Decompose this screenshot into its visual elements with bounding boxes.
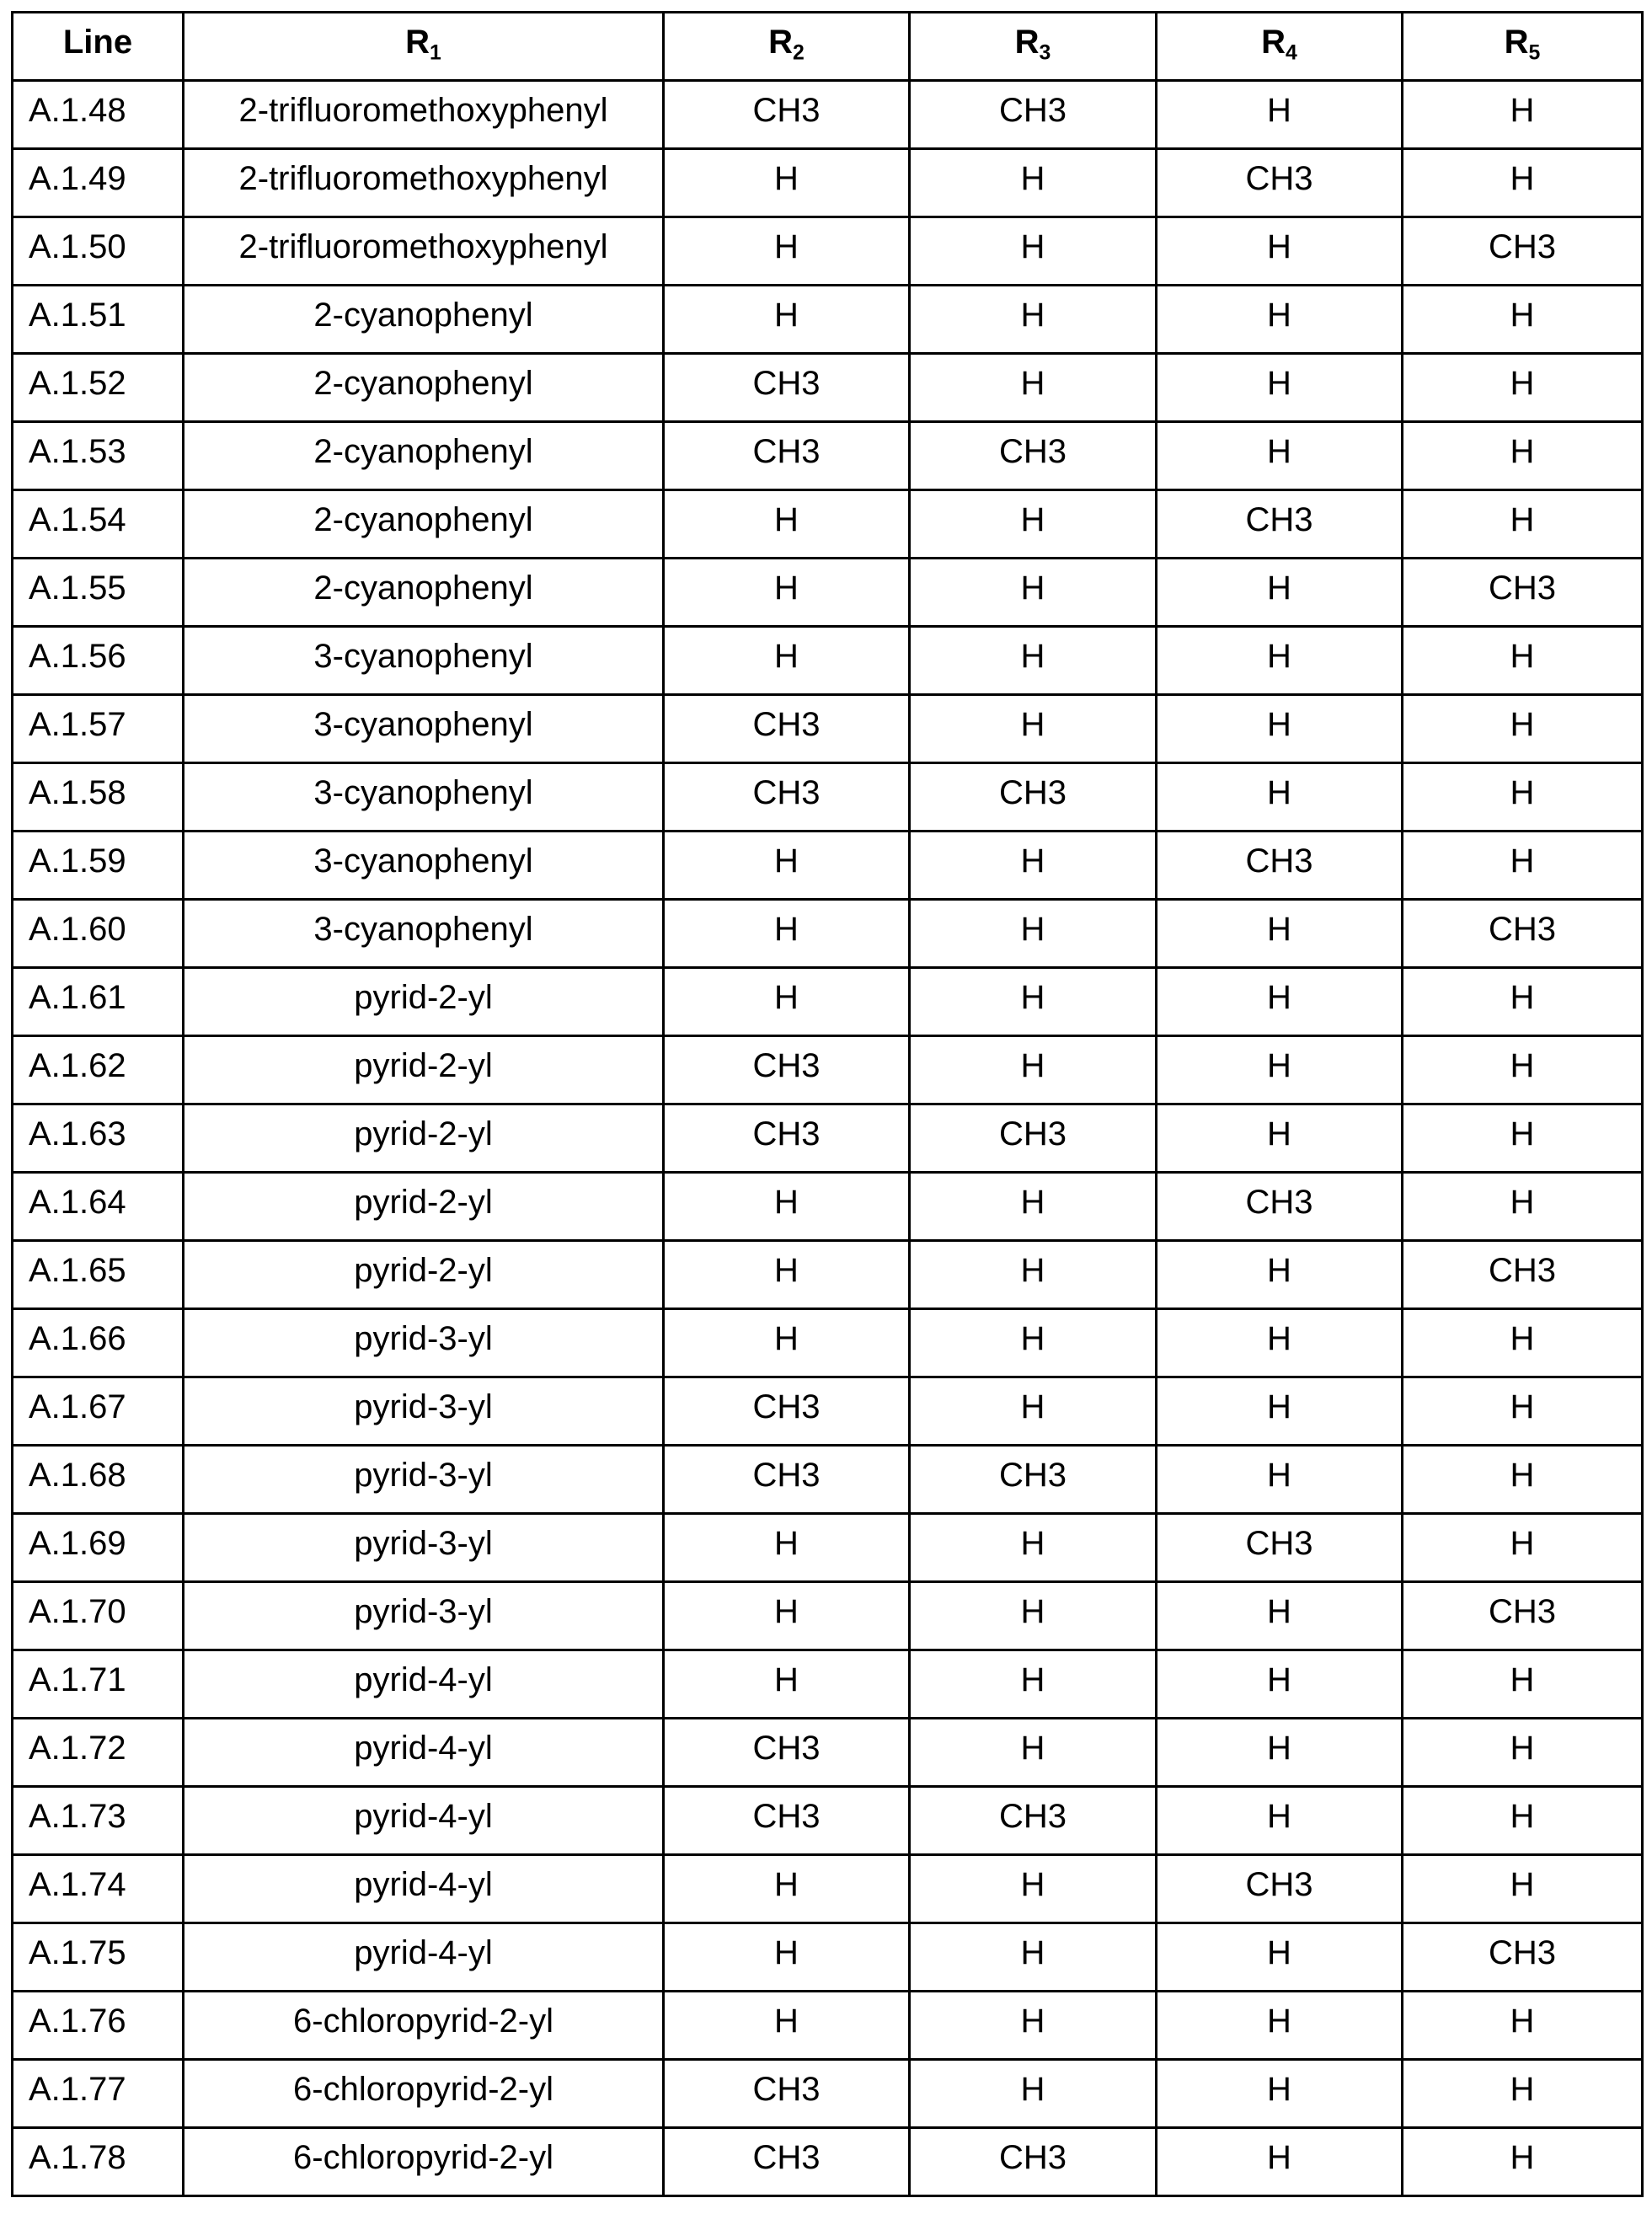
cell-r5: H <box>1403 1855 1643 1923</box>
cell-r5: CH3 <box>1403 1241 1643 1309</box>
cell-r1: 3-cyanophenyl <box>184 763 664 832</box>
cell-r5: H <box>1403 490 1643 559</box>
cell-r4: H <box>1157 2060 1403 2128</box>
column-header-r1 <box>184 13 664 81</box>
cell-r2: CH3 <box>664 2128 910 2196</box>
header-subscript: 3 <box>1040 41 1051 64</box>
cell-r3: H <box>910 490 1157 559</box>
cell-r2: H <box>664 1650 910 1719</box>
cell-r3: CH3 <box>910 1446 1157 1514</box>
cell-r2: H <box>664 1855 910 1923</box>
cell-r1: pyrid-2-yl <box>184 1104 664 1173</box>
cell-r3: H <box>910 1992 1157 2060</box>
cell-r3: CH3 <box>910 2128 1157 2196</box>
cell-line: A.1.60 <box>13 900 184 968</box>
table-row <box>13 1377 1643 1446</box>
table-row <box>13 1514 1643 1582</box>
cell-r3: CH3 <box>910 81 1157 149</box>
cell-r4: H <box>1157 1719 1403 1787</box>
header-subscript: 2 <box>793 41 805 64</box>
cell-line: A.1.49 <box>13 149 184 217</box>
cell-r5: H <box>1403 1787 1643 1855</box>
cell-line: A.1.75 <box>13 1923 184 1992</box>
cell-r4: CH3 <box>1157 832 1403 900</box>
cell-r2: H <box>664 217 910 286</box>
table-row <box>13 422 1643 490</box>
cell-r1: 2-trifluoromethoxyphenyl <box>184 217 664 286</box>
header-letter: R <box>1261 24 1286 61</box>
cell-r1: 2-trifluoromethoxyphenyl <box>184 149 664 217</box>
table-row <box>13 763 1643 832</box>
cell-r5: H <box>1403 1309 1643 1377</box>
cell-line: A.1.70 <box>13 1582 184 1650</box>
cell-r5: H <box>1403 1992 1643 2060</box>
cell-r4: H <box>1157 2128 1403 2196</box>
table-row <box>13 1582 1643 1650</box>
cell-r4: H <box>1157 217 1403 286</box>
table-row <box>13 1923 1643 1992</box>
cell-r5: CH3 <box>1403 1582 1643 1650</box>
cell-r2: H <box>664 149 910 217</box>
cell-r2: CH3 <box>664 695 910 763</box>
column-header-r2 <box>664 13 910 81</box>
cell-r3: CH3 <box>910 1104 1157 1173</box>
cell-r1: 2-cyanophenyl <box>184 354 664 422</box>
cell-r5: H <box>1403 354 1643 422</box>
cell-line: A.1.65 <box>13 1241 184 1309</box>
cell-r4: CH3 <box>1157 1173 1403 1241</box>
table-row <box>13 490 1643 559</box>
cell-r3: H <box>910 1650 1157 1719</box>
cell-r1: pyrid-3-yl <box>184 1514 664 1582</box>
cell-r1: pyrid-2-yl <box>184 1036 664 1104</box>
cell-r4: H <box>1157 354 1403 422</box>
cell-line: A.1.56 <box>13 627 184 695</box>
cell-r4: H <box>1157 1036 1403 1104</box>
cell-line: A.1.71 <box>13 1650 184 1719</box>
cell-line: A.1.78 <box>13 2128 184 2196</box>
column-header-r5 <box>1403 13 1643 81</box>
cell-r4: H <box>1157 1446 1403 1514</box>
cell-r3: H <box>910 1582 1157 1650</box>
cell-r1: pyrid-2-yl <box>184 1241 664 1309</box>
cell-r5: H <box>1403 695 1643 763</box>
table-row <box>13 1173 1643 1241</box>
cell-line: A.1.50 <box>13 217 184 286</box>
cell-r2: CH3 <box>664 1719 910 1787</box>
table-row <box>13 2128 1643 2196</box>
cell-line: A.1.67 <box>13 1377 184 1446</box>
table-row <box>13 1036 1643 1104</box>
table-row <box>13 695 1643 763</box>
cell-r4: CH3 <box>1157 149 1403 217</box>
cell-r4: CH3 <box>1157 1855 1403 1923</box>
cell-r2: CH3 <box>664 1104 910 1173</box>
cell-r5: CH3 <box>1403 900 1643 968</box>
cell-r3: H <box>910 286 1157 354</box>
cell-r3: H <box>910 832 1157 900</box>
cell-r1: 3-cyanophenyl <box>184 832 664 900</box>
cell-r4: H <box>1157 286 1403 354</box>
cell-r2: H <box>664 1992 910 2060</box>
cell-r3: H <box>910 1514 1157 1582</box>
cell-r4: H <box>1157 1241 1403 1309</box>
cell-r5: CH3 <box>1403 559 1643 627</box>
cell-r2: CH3 <box>664 1446 910 1514</box>
cell-r5: H <box>1403 1036 1643 1104</box>
cell-line: A.1.51 <box>13 286 184 354</box>
cell-r1: pyrid-4-yl <box>184 1650 664 1719</box>
table-row <box>13 968 1643 1036</box>
header-subscript: 1 <box>430 41 441 64</box>
cell-r3: CH3 <box>910 422 1157 490</box>
table-row <box>13 559 1643 627</box>
cell-r2: H <box>664 286 910 354</box>
cell-r2: CH3 <box>664 354 910 422</box>
cell-r3: H <box>910 2060 1157 2128</box>
cell-line: A.1.55 <box>13 559 184 627</box>
cell-r1: 6-chloropyrid-2-yl <box>184 1992 664 2060</box>
cell-r4: H <box>1157 559 1403 627</box>
table-row <box>13 1650 1643 1719</box>
header-row <box>13 13 1643 81</box>
cell-r3: H <box>910 968 1157 1036</box>
table-row <box>13 1855 1643 1923</box>
cell-line: A.1.58 <box>13 763 184 832</box>
table-row <box>13 1104 1643 1173</box>
table-row <box>13 2060 1643 2128</box>
table-row <box>13 900 1643 968</box>
cell-r4: H <box>1157 1992 1403 2060</box>
cell-r3: H <box>910 559 1157 627</box>
cell-line: A.1.63 <box>13 1104 184 1173</box>
cell-line: A.1.77 <box>13 2060 184 2128</box>
cell-r5: H <box>1403 149 1643 217</box>
cell-r3: H <box>910 149 1157 217</box>
header-subscript: 5 <box>1529 41 1541 64</box>
cell-r5: H <box>1403 1104 1643 1173</box>
table-row <box>13 1309 1643 1377</box>
cell-r3: H <box>910 217 1157 286</box>
cell-r5: CH3 <box>1403 1923 1643 1992</box>
cell-r2: CH3 <box>664 1377 910 1446</box>
cell-r1: 3-cyanophenyl <box>184 900 664 968</box>
cell-r2: CH3 <box>664 422 910 490</box>
cell-r3: H <box>910 1923 1157 1992</box>
cell-line: A.1.53 <box>13 422 184 490</box>
cell-r1: pyrid-4-yl <box>184 1787 664 1855</box>
cell-r4: H <box>1157 1923 1403 1992</box>
cell-r1: pyrid-2-yl <box>184 968 664 1036</box>
cell-r4: CH3 <box>1157 1514 1403 1582</box>
cell-r1: 2-trifluoromethoxyphenyl <box>184 81 664 149</box>
cell-r2: CH3 <box>664 1787 910 1855</box>
cell-line: A.1.69 <box>13 1514 184 1582</box>
cell-r4: H <box>1157 627 1403 695</box>
cell-r5: H <box>1403 2128 1643 2196</box>
table-row <box>13 1719 1643 1787</box>
cell-line: A.1.66 <box>13 1309 184 1377</box>
cell-r3: H <box>910 354 1157 422</box>
cell-r3: H <box>910 1241 1157 1309</box>
cell-r5: H <box>1403 832 1643 900</box>
cell-r5: H <box>1403 422 1643 490</box>
table-row <box>13 1241 1643 1309</box>
table-row <box>13 1992 1643 2060</box>
cell-r4: H <box>1157 1787 1403 1855</box>
cell-r2: H <box>664 1514 910 1582</box>
cell-r4: H <box>1157 900 1403 968</box>
cell-r3: H <box>910 1855 1157 1923</box>
column-header-line: Line <box>13 13 184 81</box>
cell-r1: 2-cyanophenyl <box>184 286 664 354</box>
cell-r3: H <box>910 1309 1157 1377</box>
cell-line: A.1.76 <box>13 1992 184 2060</box>
cell-r3: H <box>910 1173 1157 1241</box>
cell-r4: H <box>1157 1377 1403 1446</box>
cell-r1: pyrid-3-yl <box>184 1446 664 1514</box>
table-row <box>13 286 1643 354</box>
cell-r3: H <box>910 900 1157 968</box>
cell-r2: H <box>664 559 910 627</box>
cell-r1: pyrid-3-yl <box>184 1309 664 1377</box>
cell-r1: pyrid-4-yl <box>184 1923 664 1992</box>
cell-r3: H <box>910 627 1157 695</box>
cell-r4: H <box>1157 1104 1403 1173</box>
cell-r5: H <box>1403 2060 1643 2128</box>
cell-r2: H <box>664 900 910 968</box>
cell-r5: H <box>1403 1514 1643 1582</box>
cell-r4: H <box>1157 422 1403 490</box>
cell-line: A.1.52 <box>13 354 184 422</box>
cell-line: A.1.73 <box>13 1787 184 1855</box>
table-row <box>13 81 1643 149</box>
cell-r2: H <box>664 627 910 695</box>
cell-r4: H <box>1157 763 1403 832</box>
cell-r1: pyrid-2-yl <box>184 1173 664 1241</box>
cell-r1: pyrid-4-yl <box>184 1855 664 1923</box>
cell-line: A.1.64 <box>13 1173 184 1241</box>
cell-r5: H <box>1403 1173 1643 1241</box>
header-letter: R <box>405 24 430 61</box>
table-row <box>13 627 1643 695</box>
cell-r4: H <box>1157 1309 1403 1377</box>
cell-r1: 2-cyanophenyl <box>184 490 664 559</box>
cell-r4: H <box>1157 1582 1403 1650</box>
cell-r1: 6-chloropyrid-2-yl <box>184 2128 664 2196</box>
cell-r2: CH3 <box>664 763 910 832</box>
cell-r3: H <box>910 1719 1157 1787</box>
cell-r4: H <box>1157 81 1403 149</box>
cell-line: A.1.61 <box>13 968 184 1036</box>
cell-r1: pyrid-3-yl <box>184 1377 664 1446</box>
cell-r3: H <box>910 1377 1157 1446</box>
cell-r1: pyrid-4-yl <box>184 1719 664 1787</box>
cell-r3: H <box>910 695 1157 763</box>
cell-r5: H <box>1403 81 1643 149</box>
cell-line: A.1.59 <box>13 832 184 900</box>
cell-r5: H <box>1403 1650 1643 1719</box>
cell-r2: H <box>664 1241 910 1309</box>
header-letter: R <box>768 24 793 61</box>
cell-r2: CH3 <box>664 1036 910 1104</box>
cell-line: A.1.68 <box>13 1446 184 1514</box>
table-row <box>13 1446 1643 1514</box>
cell-r3: H <box>910 1036 1157 1104</box>
cell-r3: CH3 <box>910 1787 1157 1855</box>
cell-r5: H <box>1403 627 1643 695</box>
cell-line: A.1.62 <box>13 1036 184 1104</box>
cell-r5: H <box>1403 968 1643 1036</box>
cell-r1: 3-cyanophenyl <box>184 627 664 695</box>
cell-r4: H <box>1157 968 1403 1036</box>
cell-r2: H <box>664 1309 910 1377</box>
cell-r2: CH3 <box>664 81 910 149</box>
header-letter: R <box>1015 24 1040 61</box>
header-letter: R <box>1505 24 1529 61</box>
cell-r3: CH3 <box>910 763 1157 832</box>
cell-line: A.1.72 <box>13 1719 184 1787</box>
cell-r2: H <box>664 1923 910 1992</box>
cell-line: A.1.74 <box>13 1855 184 1923</box>
cell-r5: H <box>1403 1719 1643 1787</box>
cell-r4: H <box>1157 695 1403 763</box>
cell-r2: H <box>664 832 910 900</box>
table-row <box>13 149 1643 217</box>
cell-r1: 6-chloropyrid-2-yl <box>184 2060 664 2128</box>
cell-r2: H <box>664 1582 910 1650</box>
cell-r4: CH3 <box>1157 490 1403 559</box>
cell-r2: CH3 <box>664 2060 910 2128</box>
column-header-r3 <box>910 13 1157 81</box>
substituent-table <box>11 11 1644 2197</box>
cell-r2: H <box>664 968 910 1036</box>
cell-r5: H <box>1403 1377 1643 1446</box>
table-row <box>13 832 1643 900</box>
header-subscript: 4 <box>1286 41 1297 64</box>
cell-r2: H <box>664 490 910 559</box>
cell-r5: H <box>1403 286 1643 354</box>
cell-line: A.1.57 <box>13 695 184 763</box>
column-header-r4 <box>1157 13 1403 81</box>
cell-r5: H <box>1403 1446 1643 1514</box>
cell-r1: 3-cyanophenyl <box>184 695 664 763</box>
cell-r1: 2-cyanophenyl <box>184 422 664 490</box>
cell-r5: CH3 <box>1403 217 1643 286</box>
cell-line: A.1.48 <box>13 81 184 149</box>
table-row <box>13 217 1643 286</box>
table-row <box>13 354 1643 422</box>
cell-r5: H <box>1403 763 1643 832</box>
cell-line: A.1.54 <box>13 490 184 559</box>
cell-r1: 2-cyanophenyl <box>184 559 664 627</box>
cell-r4: H <box>1157 1650 1403 1719</box>
table-row <box>13 1787 1643 1855</box>
cell-r2: H <box>664 1173 910 1241</box>
cell-r1: pyrid-3-yl <box>184 1582 664 1650</box>
